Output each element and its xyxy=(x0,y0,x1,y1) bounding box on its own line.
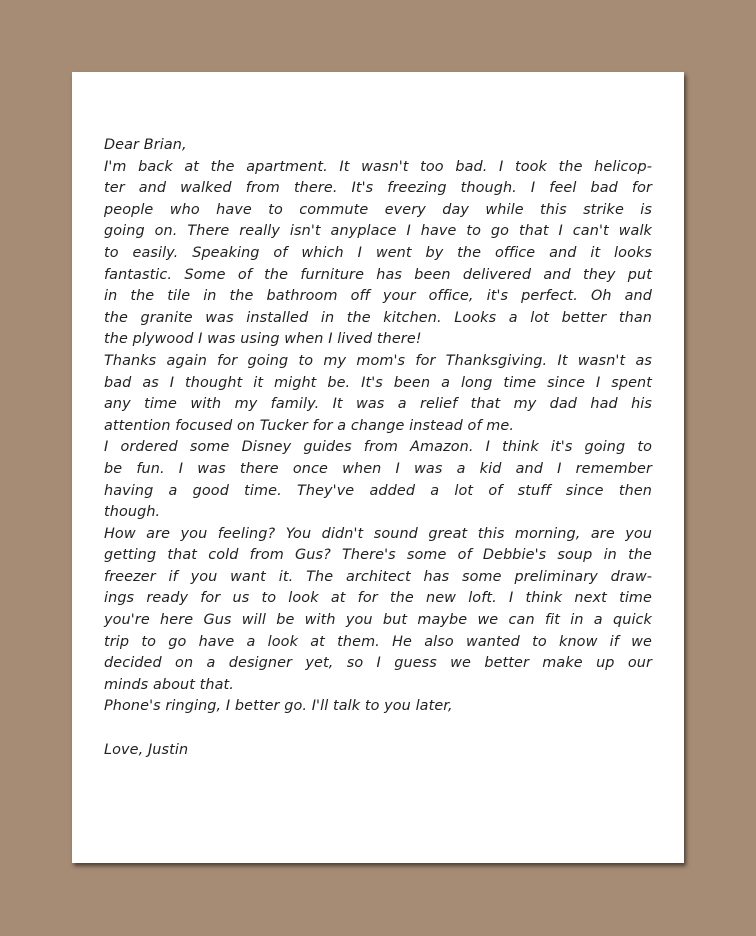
paragraph-4 xyxy=(104,524,652,697)
paragraph-5 xyxy=(104,696,652,718)
text-line: I ordered some Disney guides from Amazon. I think it's going to xyxy=(104,439,652,456)
letter-body xyxy=(104,135,652,761)
paragraph-1 xyxy=(104,157,652,351)
closing-signature: Love, Justin xyxy=(104,741,189,758)
paragraph-3 xyxy=(104,437,652,523)
blank-line xyxy=(104,718,652,740)
text-line: ter and walked from there. It's freezing though. I feel bad for xyxy=(104,180,652,197)
text-line: I'm back at the apartment. It wasn't too bad. I took the helicop- xyxy=(104,158,652,175)
text-line: the granite was installed in the kitchen. Looks a lot better than xyxy=(104,309,652,326)
salutation: Dear Brian, xyxy=(104,137,187,153)
text-line: bad as I thought it might be. It's been a long time since I spent xyxy=(104,374,652,391)
text-line: Phone's ringing, I better go. I'll talk to you later, xyxy=(104,698,453,715)
text-line: getting that cold from Gus? There's some of Debbie's soup in the xyxy=(104,547,652,564)
paragraph-2 xyxy=(104,351,652,437)
text-line: attention focused on Tucker for a change instead of me. xyxy=(104,417,515,434)
text-line: going on. There really isn't anyplace I have to go that I can't walk xyxy=(104,223,652,240)
text-line: the plywood I was using when I lived there! xyxy=(104,331,422,348)
text-line: decided on a designer yet, so I guess we better make up our xyxy=(104,655,652,672)
text-line: be fun. I was there once when I was a kid and I remember xyxy=(104,460,652,477)
text-line: in the tile in the bathroom off your office, it's perfect. Oh and xyxy=(104,288,652,305)
text-line: to easily. Speaking of which I went by the office and it looks xyxy=(104,244,652,261)
text-line: trip to go have a look at them. He also wanted to know if we xyxy=(104,633,652,650)
text-line: fantastic. Some of the furniture has been delivered and they put xyxy=(104,266,652,283)
text-line: ings ready for us to look at for the new loft. I think next time xyxy=(104,590,652,607)
text-line: freezer if you want it. The architect has some preliminary draw- xyxy=(104,568,652,585)
text-line: any time with my family. It was a relief that my dad had his xyxy=(104,396,652,413)
text-line: people who have to commute every day while this strike is xyxy=(104,201,652,218)
text-line: having a good time. They've added a lot of stuff since then xyxy=(104,482,652,499)
text-line: minds about that. xyxy=(104,676,234,693)
text-line: Thanks again for going to my mom's for Thanksgiving. It wasn't as xyxy=(104,352,652,369)
text-line: you're here Gus will be with you but maybe we can fit in a quick xyxy=(104,612,652,629)
text-line: How are you feeling? You didn't sound great this morning, are you xyxy=(104,525,652,542)
text-line: though. xyxy=(104,504,161,521)
